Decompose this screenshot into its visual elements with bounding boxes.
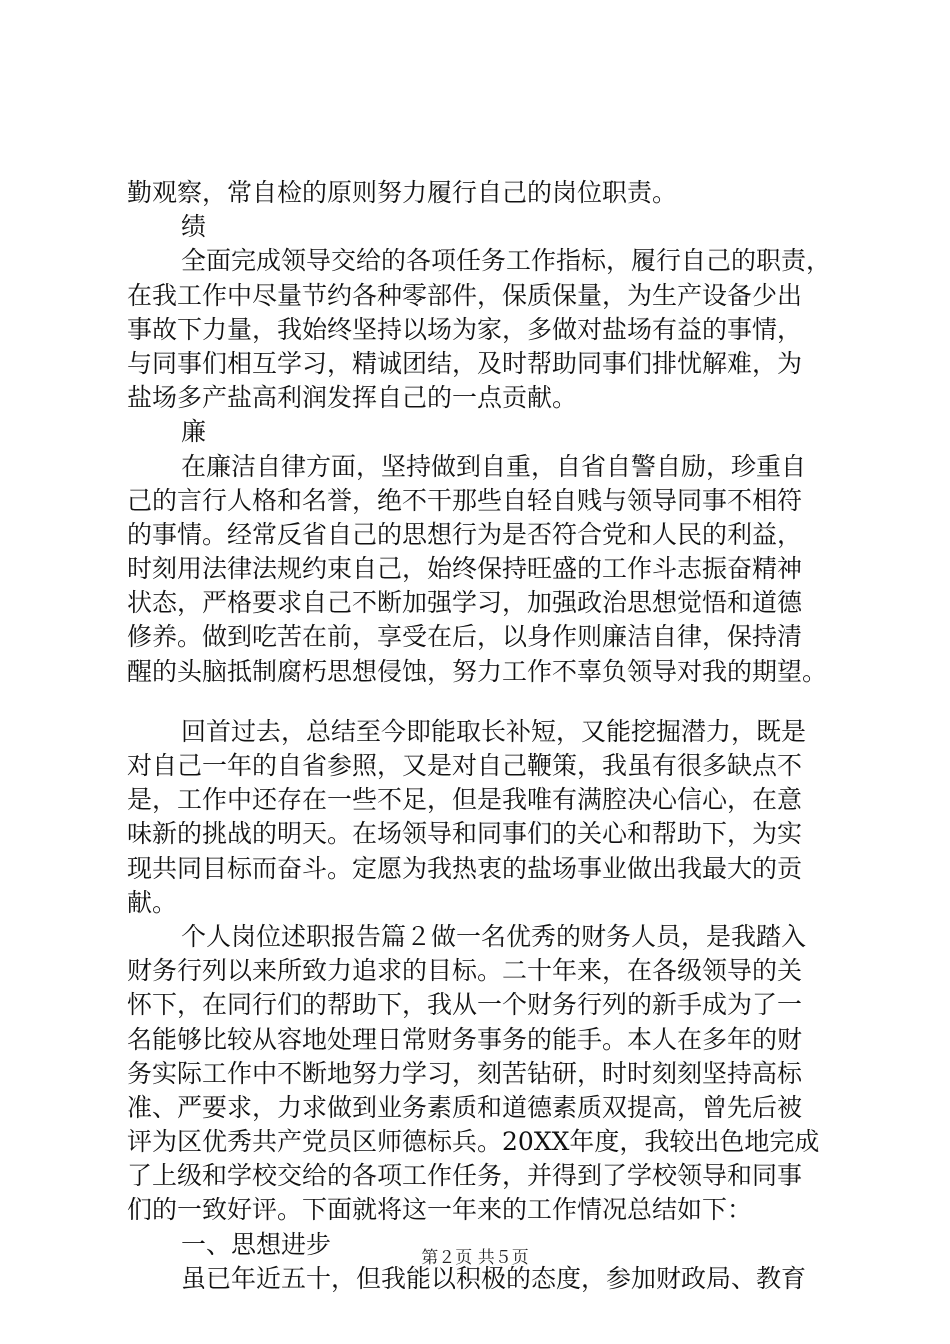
text-line: 是，工作中还存在一些不足，但是我唯有满腔决心信心，在意: [127, 785, 803, 815]
text-line: 与同事们相互学习，精诚团结，及时帮助同事们排忧解难，为: [127, 348, 803, 378]
text-line: 评为区优秀共产党员区师德标兵。20XX年度，我较出色地完成: [127, 1127, 820, 1157]
text-line: 勤观察，常自检的原则努力履行自己的岗位职责。: [127, 178, 678, 207]
text-line: 廉: [181, 417, 207, 447]
text-line: 修养。做到吃苦在前，享受在后，以身作则廉洁自律，保持清: [127, 622, 803, 652]
text-block-summary: [127, 176, 847, 689]
text-line: 个人岗位述职报告篇２做一名优秀的财务人员，是我踏入: [181, 921, 807, 951]
text-line: 味新的挑战的明天。在场领导和同事们的关心和帮助下，为实: [127, 819, 803, 849]
text-line: 务实际工作中不断地努力学习，刻苦钻研，时时刻刻坚持高标: [127, 1058, 803, 1088]
text-line: 准、严要求，力求做到业务素质和道德素质双提高，曾先后被: [127, 1092, 803, 1122]
text-line: 一、思想进步: [181, 1229, 332, 1259]
page-footer: 第２页 共５页: [421, 1248, 529, 1268]
text-line: 现共同目标而奋斗。定愿为我热衷的盐场事业做出我最大的贡: [127, 853, 803, 883]
text-line: 财务行列以来所致力追求的目标。二十年来，在各级领导的关: [127, 956, 803, 986]
text-line: 回首过去，总结至今即能取长补短，又能挖掘潜力，既是: [181, 716, 807, 746]
text-line: 虽已年近五十，但我能以积极的态度，参加财政局、教育: [181, 1263, 807, 1293]
text-line: 怀下，在同行们的帮助下，我从一个财务行列的新手成为了一: [127, 990, 803, 1020]
text-line: 状态，严格要求自己不断加强学习，加强政治思想觉悟和道德: [127, 588, 803, 618]
text-line: 在我工作中尽量节约各种零部件，保质保量，为生产设备少出: [127, 280, 803, 310]
text-line: 在廉洁自律方面，坚持做到自重，自省自警自励，珍重自: [181, 451, 807, 481]
text-line: 盐场多产盐高利润发挥自己的一点贡献。: [127, 383, 578, 413]
text-block-report: [127, 715, 847, 1296]
text-line: 献。: [127, 887, 178, 917]
text-line: 全面完成领导交给的各项任务工作指标，履行自己的职责，: [181, 246, 832, 276]
text-line: 们的一致好评。下面就将这一年来的工作情况总结如下：: [127, 1195, 753, 1225]
text-line: 醒的头脑抵制腐朽思想侵蚀，努力工作不辜负领导对我的期望。: [127, 656, 828, 686]
paragraph-gap: [127, 689, 847, 715]
text-line: 事故下力量，我始终坚持以场为家，多做对盐场有益的事情，: [127, 314, 803, 344]
text-line: 名能够比较从容地处理日常财务事务的能手。本人在多年的财: [127, 1024, 803, 1054]
document-body: [127, 176, 847, 1296]
text-line: 对自己一年的自省参照，又是对自己鞭策，我虽有很多缺点不: [127, 751, 803, 780]
text-line: 绩: [181, 212, 207, 242]
text-line: 的事情。经常反省自己的思想行为是否符合党和人民的利益，: [127, 519, 803, 549]
text-line: 时刻用法律法规约束自己，始终保持旺盛的工作斗志振奋精神: [127, 554, 803, 584]
text-line: 了上级和学校交给的各项工作任务，并得到了学校领导和同事: [127, 1161, 803, 1191]
text-line: 己的言行人格和名誉，绝不干那些自轻自贱与领导同事不相符: [127, 485, 803, 515]
